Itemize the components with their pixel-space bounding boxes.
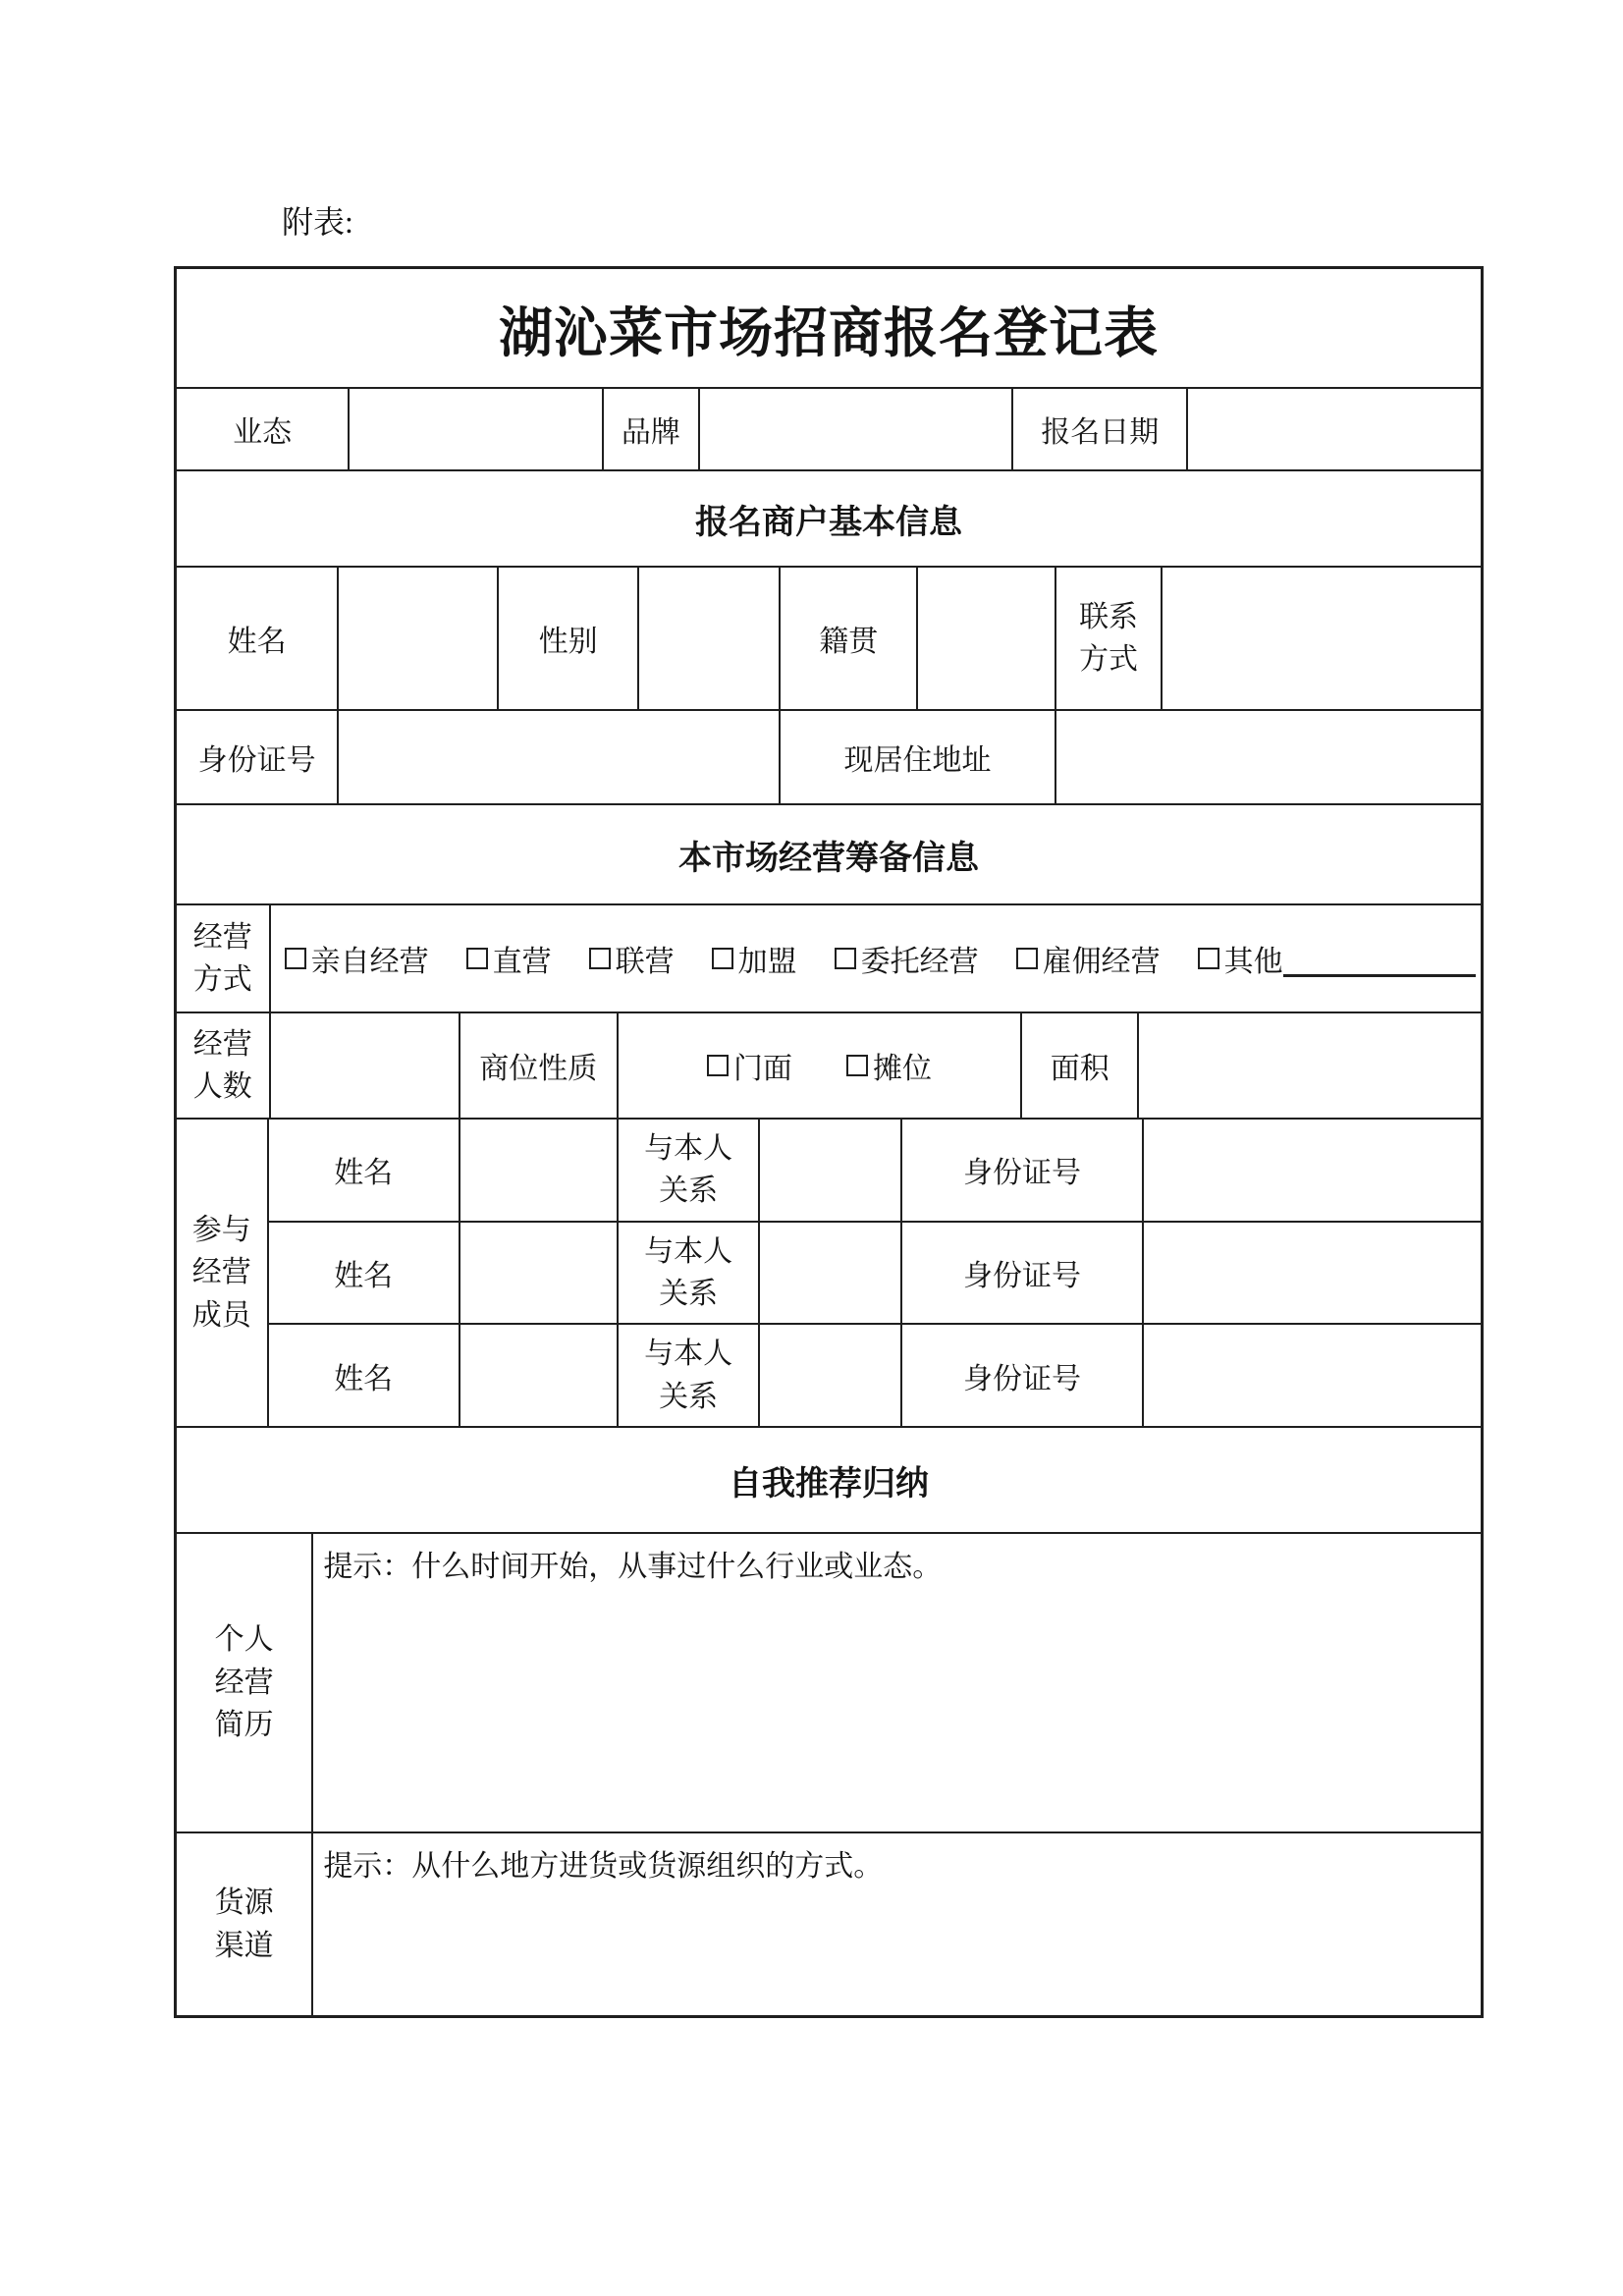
option-self-operate-label: 亲自经营 (310, 946, 429, 978)
supply-channel-input-area[interactable] (311, 1833, 1481, 2015)
option-hired[interactable] (1016, 937, 1161, 980)
personal-history-input-area[interactable] (311, 1534, 1481, 1831)
member-name-label (269, 1223, 459, 1324)
checkbox-icon[interactable] (846, 1055, 868, 1076)
register-date-label-text: 报名日期 (1041, 416, 1160, 449)
operation-count-label-text: 经营 人数 (192, 1027, 252, 1103)
address-input-cell[interactable] (1055, 711, 1481, 803)
member-name-label-text: 姓名 (334, 1260, 394, 1292)
operation-mode-label-text: 经营 方式 (192, 920, 252, 996)
registration-form-table (174, 266, 1484, 2018)
section-merchant-info-title: 报名商户基本信息 (695, 504, 962, 541)
business-type-label-text: 业态 (233, 416, 293, 449)
member-id-input-cell[interactable] (1142, 1223, 1481, 1324)
gender-label-text: 性别 (538, 626, 598, 658)
operation-mode-options-cell (269, 905, 1481, 1011)
members-label-text: 参与 经营 成员 (191, 1213, 251, 1332)
member-row-3 (269, 1323, 1481, 1426)
option-franchise-label: 加盟 (737, 946, 797, 978)
checkbox-icon[interactable] (466, 948, 488, 969)
area-label-text: 面积 (1050, 1053, 1109, 1085)
option-entrusted-label: 委托经营 (860, 946, 979, 978)
supply-channel-label-text: 货源 渠道 (214, 1886, 274, 1962)
personal-history-row (177, 1532, 1481, 1831)
option-direct[interactable] (466, 937, 552, 980)
gender-input-cell[interactable] (637, 568, 779, 709)
title-row (177, 269, 1481, 387)
member-name-label (269, 1120, 459, 1221)
member-relation-label-text: 与本人 关系 (644, 1338, 733, 1413)
member-relation-label (617, 1120, 758, 1221)
members-block (177, 1118, 1481, 1426)
option-stall[interactable] (846, 1044, 932, 1087)
member-relation-input-cell[interactable] (758, 1325, 899, 1426)
member-relation-label (617, 1325, 758, 1426)
operation-count-label (177, 1013, 269, 1118)
option-direct-label: 直营 (492, 946, 552, 978)
personal-history-hint: 提示：什么时间开始，从事过什么行业或业态。 (323, 1551, 943, 1583)
member-row-1 (269, 1120, 1481, 1221)
address-label (779, 711, 1055, 803)
section-self-intro-title: 自我推荐归纳 (729, 1465, 929, 1503)
member-id-label-text: 身份证号 (963, 1157, 1082, 1190)
member-id-label (900, 1325, 1143, 1426)
name-label (177, 568, 337, 709)
member-name-input-cell[interactable] (459, 1325, 617, 1426)
name-label-text: 姓名 (227, 626, 287, 658)
member-id-label-text: 身份证号 (963, 1362, 1082, 1395)
member-relation-label-text: 与本人 关系 (644, 1131, 733, 1208)
other-fill-line[interactable] (1283, 974, 1476, 977)
checkbox-icon[interactable] (835, 948, 856, 969)
option-other-label: 其他 (1223, 946, 1283, 978)
register-date-input-cell[interactable] (1186, 389, 1481, 469)
option-other[interactable] (1198, 937, 1476, 980)
member-name-label-text: 姓名 (334, 1157, 394, 1190)
area-label (1020, 1013, 1137, 1118)
brand-label-text: 品牌 (621, 416, 680, 449)
member-relation-label (617, 1223, 758, 1324)
option-joint-label: 联营 (615, 946, 675, 978)
member-name-label (269, 1325, 459, 1426)
stall-type-label (459, 1013, 617, 1118)
member-id-label (900, 1120, 1143, 1221)
checkbox-icon[interactable] (707, 1055, 729, 1076)
option-franchise[interactable] (712, 937, 797, 980)
brand-input-cell[interactable] (698, 389, 1012, 469)
supply-channel-label (177, 1833, 311, 2015)
section-merchant-info-cell (177, 471, 1481, 566)
member-id-label-text: 身份证号 (963, 1260, 1082, 1292)
personal-history-label-text: 个人 经营 简历 (214, 1623, 274, 1742)
member-relation-label-text: 与本人 关系 (644, 1234, 733, 1310)
id-number-label (177, 711, 337, 803)
checkbox-icon[interactable] (1016, 948, 1038, 969)
contact-label-text: 联系 方式 (1079, 600, 1139, 676)
checkbox-icon[interactable] (1198, 948, 1219, 969)
member-name-label-text: 姓名 (334, 1362, 394, 1395)
name-input-cell[interactable] (337, 568, 497, 709)
native-place-label-text: 籍贯 (819, 626, 879, 658)
section-self-intro-cell (177, 1428, 1481, 1532)
id-number-label-text: 身份证号 (197, 744, 316, 777)
brand-label (602, 389, 698, 469)
member-id-input-cell[interactable] (1142, 1120, 1481, 1221)
supply-channel-hint: 提示：从什么地方进货或货源组织的方式。 (323, 1850, 884, 1883)
operation-scale-row (177, 1011, 1481, 1118)
member-rows (269, 1120, 1481, 1426)
option-hired-label: 雇佣经营 (1042, 946, 1161, 978)
section-merchant-info-row (177, 469, 1481, 566)
member-name-input-cell[interactable] (459, 1120, 617, 1221)
option-joint[interactable] (589, 937, 675, 980)
id-address-row (177, 709, 1481, 803)
member-relation-input-cell[interactable] (758, 1120, 899, 1221)
contact-input-cell[interactable] (1161, 568, 1481, 709)
stall-options-cell (617, 1013, 1020, 1118)
operation-mode-label (177, 905, 269, 1011)
member-id-label (900, 1223, 1143, 1324)
option-stall-label: 摊位 (872, 1053, 932, 1085)
gender-label (497, 568, 636, 709)
business-type-label (177, 389, 348, 469)
area-input-cell[interactable] (1137, 1013, 1481, 1118)
stall-type-label-text: 商位性质 (479, 1053, 598, 1085)
id-number-input-cell[interactable] (337, 711, 779, 803)
register-date-label (1011, 389, 1186, 469)
option-storefront[interactable] (707, 1044, 792, 1087)
member-relation-input-cell[interactable] (758, 1223, 899, 1324)
native-place-input-cell[interactable] (916, 568, 1054, 709)
option-entrusted[interactable] (835, 937, 979, 980)
checkbox-icon[interactable] (285, 948, 306, 969)
title-cell (177, 269, 1481, 387)
form-title: 湖沁菜市场招商报名登记表 (498, 302, 1159, 363)
member-name-input-cell[interactable] (459, 1223, 617, 1324)
personal-history-label (177, 1534, 311, 1831)
option-self-operate[interactable] (285, 937, 429, 980)
section-market-prep-title: 本市场经营筹备信息 (678, 840, 979, 877)
checkbox-icon[interactable] (712, 948, 733, 969)
basic-info-row (177, 387, 1481, 469)
members-label (177, 1120, 269, 1426)
person-info-row (177, 566, 1481, 709)
supply-channel-row (177, 1831, 1481, 2015)
attachment-label: 附表: (282, 204, 353, 240)
option-storefront-label: 门面 (732, 1053, 792, 1085)
section-self-intro-row (177, 1426, 1481, 1532)
contact-label (1055, 568, 1161, 709)
checkbox-icon[interactable] (589, 948, 611, 969)
section-market-prep-row (177, 803, 1481, 903)
native-place-label (779, 568, 916, 709)
section-market-prep-cell (177, 805, 1481, 903)
address-label-text: 现居住地址 (843, 744, 992, 777)
operation-mode-row (177, 903, 1481, 1011)
member-id-input-cell[interactable] (1142, 1325, 1481, 1426)
business-type-input-cell[interactable] (348, 389, 602, 469)
operation-count-input-cell[interactable] (269, 1013, 459, 1118)
member-row-2 (269, 1221, 1481, 1324)
